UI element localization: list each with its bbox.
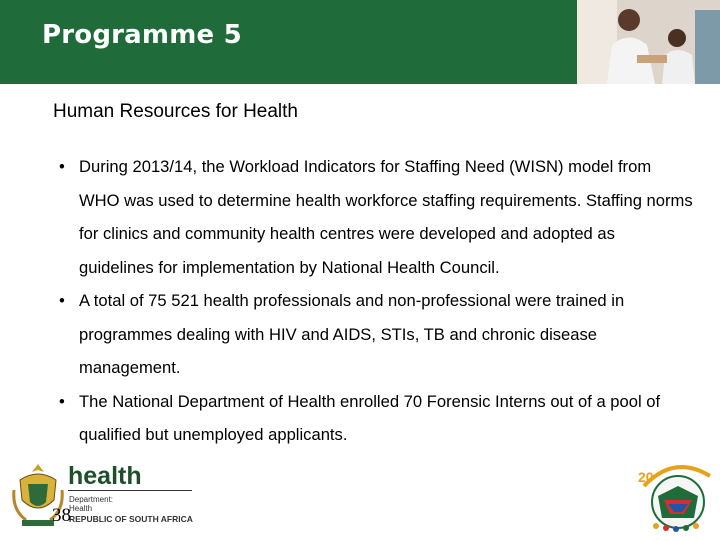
header-photo <box>577 0 720 84</box>
bullet-text: A total of 75 521 health professionals and non-professional were trained in programmes dealing with HIV and AIDS, STIs, TB and chronic disease management. <box>79 291 625 377</box>
bullet-item <box>53 385 693 452</box>
health-logo-text: health <box>68 462 142 490</box>
country-label: REPUBLIC OF SOUTH AFRICA <box>69 514 193 524</box>
slide-title: Programme 5 <box>42 20 242 50</box>
twenty-years-logo-icon <box>634 456 716 536</box>
bullet-text: During 2013/14, the Workload Indicators for Staffing Need (WISN) model from WHO was used to determine health workforce staffing requirements. Staffing norms for clinics and community health centres were developed and adopted as guidelines for implementation by National Health Council. <box>79 157 693 277</box>
bullet-item <box>53 284 693 385</box>
section-heading: Human Resources for Health <box>53 101 298 122</box>
bullet-item <box>53 150 693 284</box>
bullet-list <box>53 150 693 452</box>
bullet-icon: • <box>59 291 65 310</box>
department-label: Department: <box>69 495 114 504</box>
bullet-icon: • <box>59 157 65 176</box>
page-number: 38 <box>52 505 71 526</box>
department-name: Health <box>69 504 93 513</box>
footer-divider <box>68 490 192 491</box>
bullet-icon: • <box>59 391 65 411</box>
bullet-text: The National Department of Health enrolled 70 Forensic Interns out of a pool of qualified but unemployed applicants. <box>79 391 661 444</box>
svg-text:20: 20 <box>638 469 654 485</box>
header-bar <box>0 0 720 84</box>
